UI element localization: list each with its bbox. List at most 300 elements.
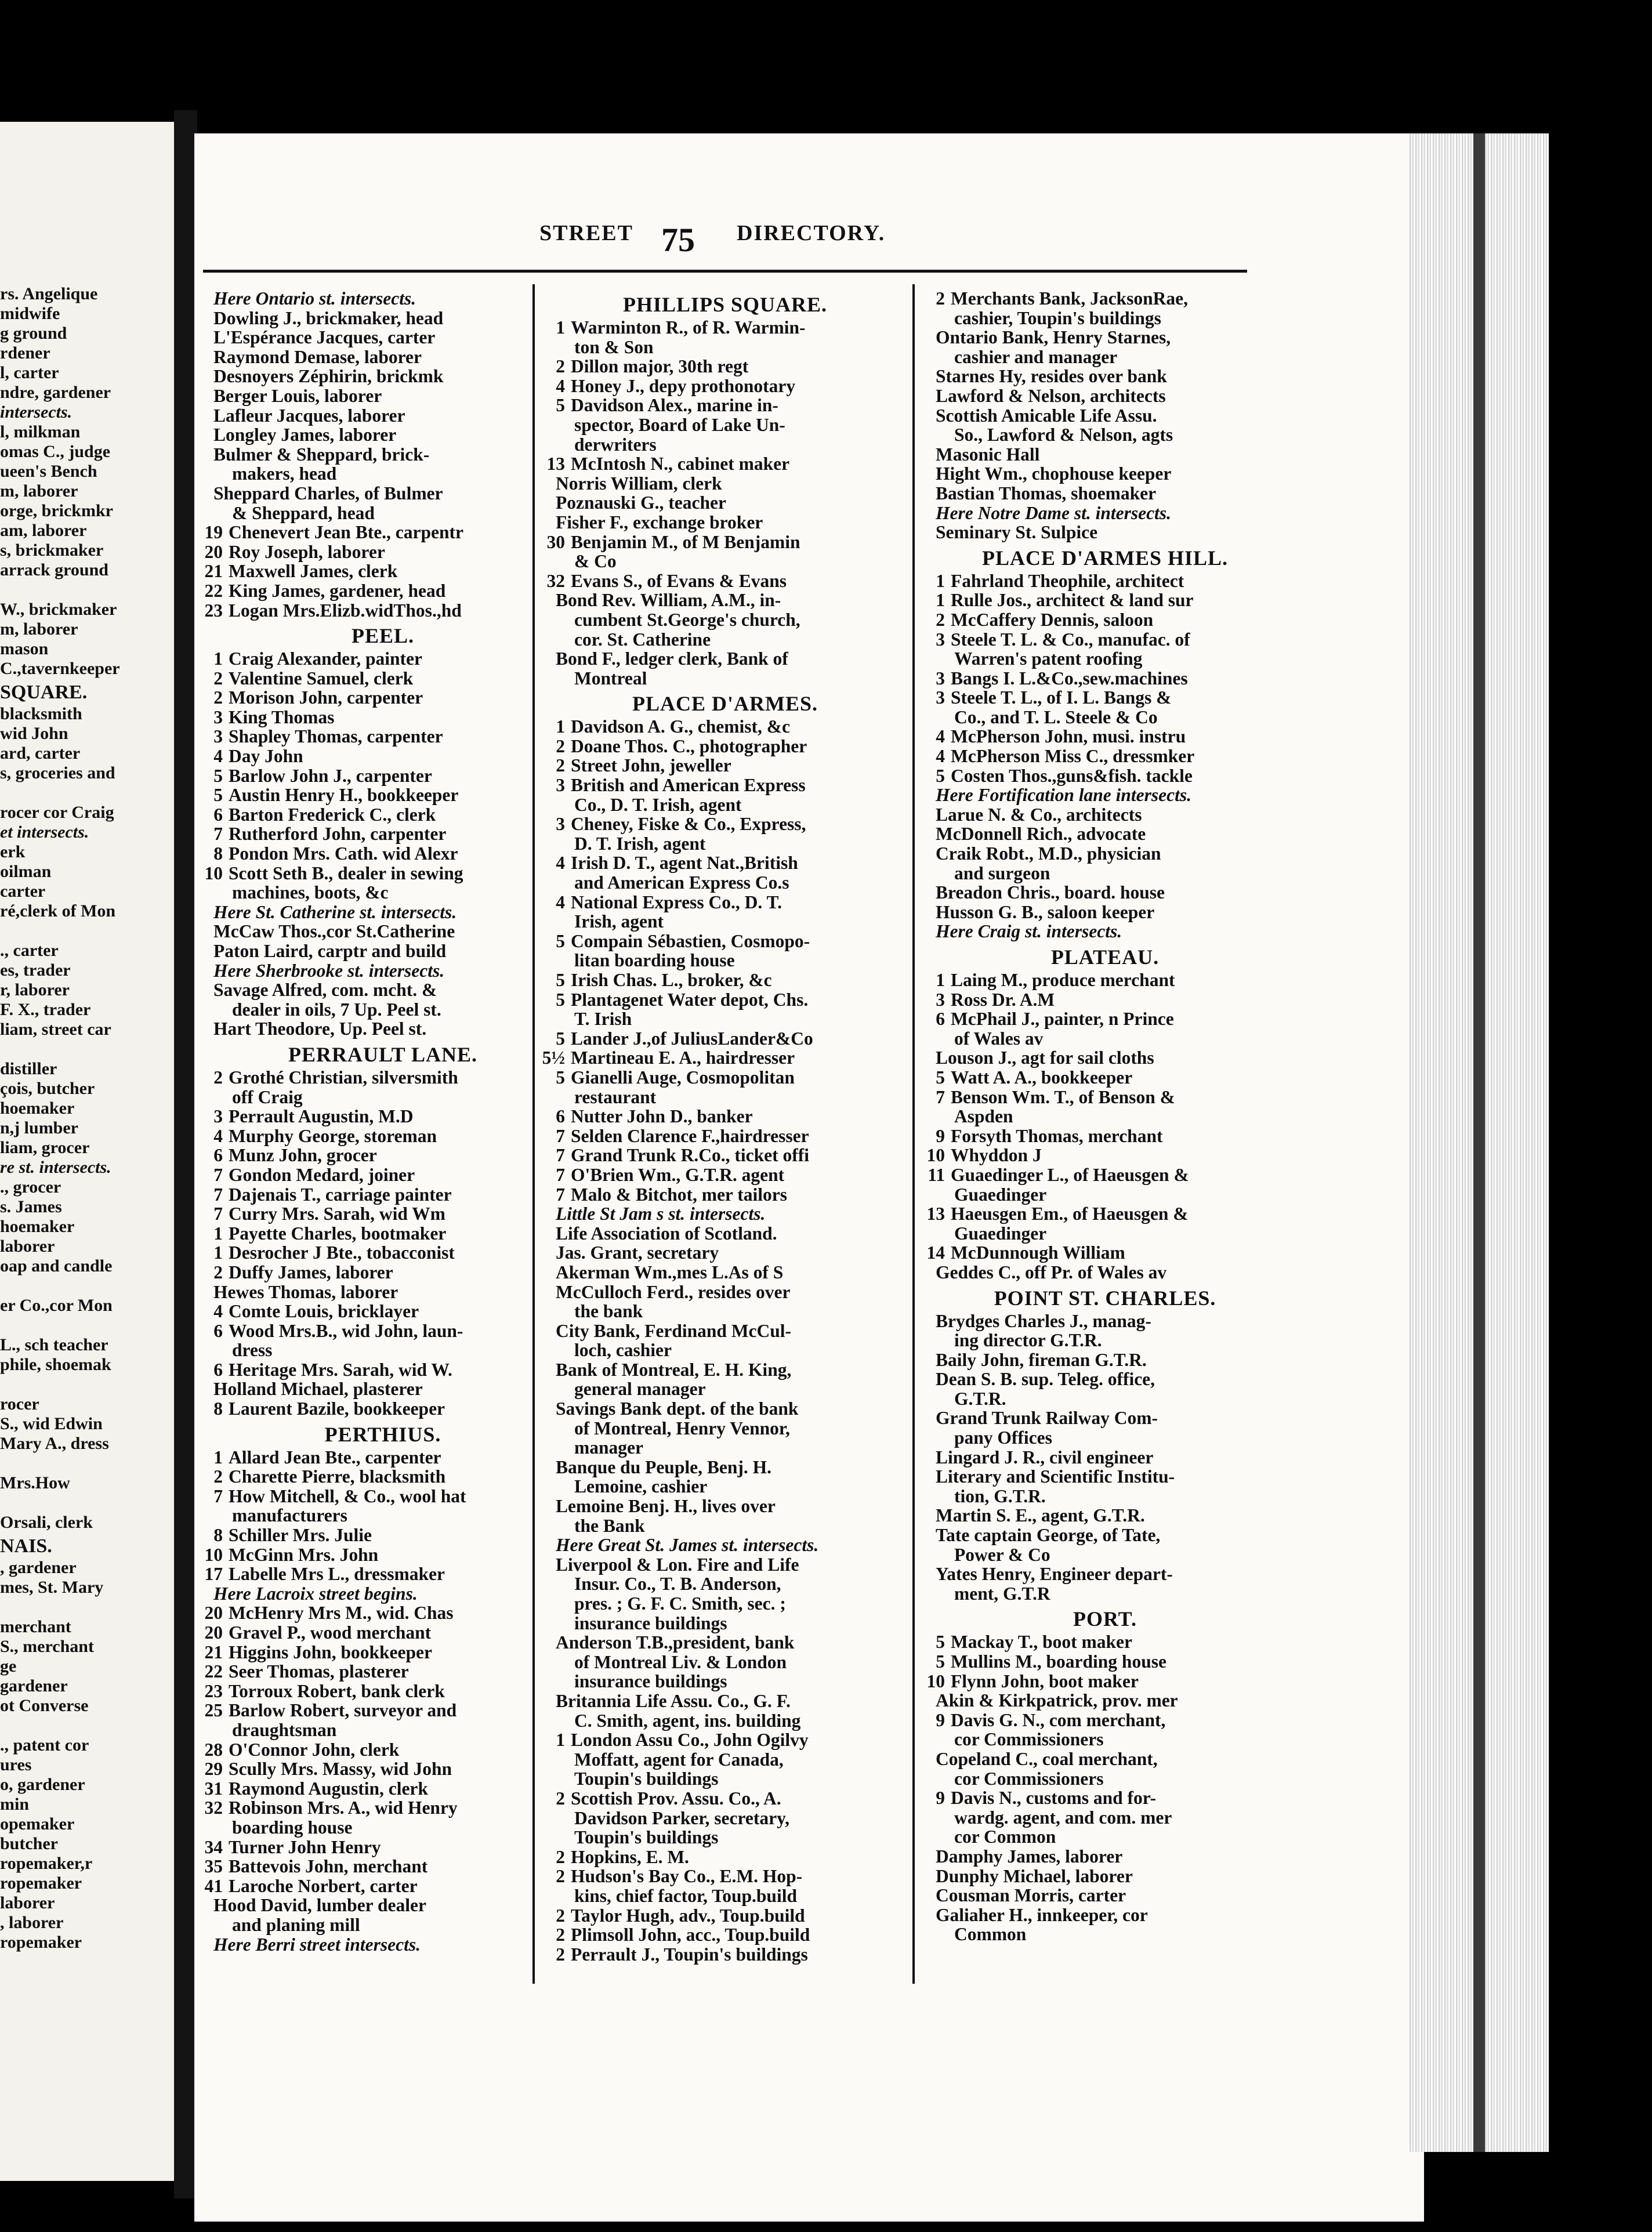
entry-text: Galiaher H., innkeeper, cor <box>936 1904 1148 1925</box>
entry-text: Schiller Mrs. Julie <box>229 1525 372 1546</box>
entry-text: Warren's patent roofing <box>954 648 1143 669</box>
house-number: 20 <box>204 1603 223 1624</box>
entry-text: McGinn Mrs. John <box>229 1544 379 1565</box>
directory-entry <box>539 1594 911 1614</box>
house-number: 9 <box>936 1125 945 1146</box>
left-entry: ge <box>0 1657 17 1676</box>
entry-text: Roy Joseph, laborer <box>229 541 385 562</box>
left-entry: liam, street car <box>0 1020 111 1039</box>
directory-entry <box>919 1769 1291 1789</box>
left-entry: midwife <box>0 304 60 323</box>
entry-text: Life Association of Scotland. <box>556 1223 777 1244</box>
directory-entry <box>197 1467 568 1487</box>
house-number: 3 <box>936 989 945 1010</box>
left-entry: intersects. <box>0 403 73 422</box>
house-number: 6 <box>213 1320 223 1341</box>
entry-text: and American Express Co.s <box>574 872 789 893</box>
intersection-note <box>919 503 1291 523</box>
left-entry: rocer <box>0 1394 39 1414</box>
entry-text: & Sheppard, head <box>232 502 375 523</box>
entry-text: Dajenais T., carriage painter <box>229 1184 452 1205</box>
entry-text: Bond Rev. William, A.M., in- <box>556 590 781 611</box>
entry-text: Craig Alexander, painter <box>229 648 422 669</box>
entry-text: cor Commissioners <box>954 1768 1104 1789</box>
directory-entry <box>539 1302 911 1321</box>
house-number: 7 <box>556 1145 565 1166</box>
directory-entry <box>919 903 1291 922</box>
entry-text: Gianelli Auge, Cosmopolitan <box>571 1067 795 1088</box>
directory-entry <box>539 1379 911 1399</box>
house-number: 4 <box>556 375 565 396</box>
left-entry: ré,clerk of Mon <box>0 901 116 921</box>
left-entry <box>0 580 191 600</box>
left-entry: g ground <box>0 324 67 343</box>
street-heading: PEEL. <box>351 624 415 648</box>
street-heading: POINT ST. CHARLES. <box>994 1286 1216 1310</box>
entry-text: Turner John Henry <box>229 1836 381 1857</box>
left-entry: ard, carter <box>0 744 81 763</box>
house-number: 3 <box>556 775 565 796</box>
entry-text: ton & Son <box>574 336 654 357</box>
directory-entry <box>539 1224 911 1244</box>
page-number: 75 <box>661 221 695 259</box>
left-entry: Mrs.How <box>0 1473 70 1492</box>
left-entry: butcher <box>0 1834 58 1853</box>
directory-entry <box>919 1224 1291 1244</box>
entry-text: Davidson Alex., marine in- <box>571 395 778 416</box>
directory-entry <box>539 814 911 834</box>
directory-entry <box>197 1701 568 1720</box>
directory-entry <box>197 1340 568 1360</box>
entry-text: pany Offices <box>954 1427 1052 1448</box>
left-entry: distiller <box>0 1059 57 1078</box>
directory-entry <box>919 1808 1291 1828</box>
entry-text: Munz John, grocer <box>229 1145 377 1166</box>
left-entry: ., carter <box>0 941 59 960</box>
left-entry: oilman <box>0 862 52 881</box>
entry-text: Irish Chas. L., broker, &c <box>571 970 772 990</box>
directory-entry <box>539 1107 911 1126</box>
entry-text: McCaffery Dennis, saloon <box>951 609 1154 630</box>
house-number: 30 <box>546 531 565 552</box>
house-number: 2 <box>556 356 565 377</box>
house-number: 1 <box>213 1447 223 1468</box>
house-number: 4 <box>213 1125 223 1146</box>
directory-entry <box>197 805 568 825</box>
entry-text: Benson Wm. T., of Benson & <box>951 1086 1175 1107</box>
directory-entry <box>539 396 911 415</box>
house-number: 2 <box>556 1905 565 1926</box>
directory-entry <box>197 1779 568 1799</box>
house-number: 6 <box>556 1106 565 1127</box>
house-number: 11 <box>928 1164 945 1185</box>
directory-entry <box>539 1789 911 1809</box>
directory-entry <box>197 688 568 708</box>
directory-entry <box>539 1691 911 1711</box>
left-page-fragment <box>0 122 191 2181</box>
entry-text: Here Fortification lane intersects. <box>936 785 1191 806</box>
directory-entry <box>197 1448 568 1468</box>
directory-entry <box>539 1029 911 1049</box>
house-number: 2 <box>556 1788 565 1809</box>
directory-entry <box>919 1389 1291 1409</box>
entry-text: Steele T. L. & Co., manufac. of <box>951 629 1190 650</box>
directory-entry <box>197 347 568 367</box>
directory-entry <box>197 328 568 347</box>
entry-text: cashier, Toupin's buildings <box>954 307 1161 328</box>
directory-entry <box>539 1477 911 1497</box>
left-entry: Orsali, clerk <box>0 1513 93 1532</box>
directory-entry <box>197 1759 568 1779</box>
house-number: 4 <box>556 853 565 874</box>
left-entry: mes, St. Mary <box>0 1578 104 1597</box>
entry-text: McDunnough William <box>951 1242 1125 1263</box>
house-number: 3 <box>213 1106 223 1127</box>
entry-text: Whyddon J <box>951 1145 1042 1166</box>
house-number: 19 <box>204 522 223 543</box>
left-entry: er Co.,cor Mon <box>0 1296 113 1315</box>
entry-text: Husson G. B., saloon keeper <box>936 901 1155 922</box>
entry-text: Nutter John D., banker <box>571 1106 753 1127</box>
entry-text: Sheppard Charles, of Bulmer <box>213 483 443 503</box>
directory-entry <box>539 493 911 513</box>
entry-text: Desrocher J Bte., tobacconist <box>229 1242 455 1263</box>
left-entry <box>0 1493 191 1513</box>
entry-text: and surgeon <box>954 863 1050 883</box>
directory-entry <box>919 1545 1291 1565</box>
left-heading: SQUARE. <box>0 682 88 703</box>
house-number: 7 <box>213 1204 223 1224</box>
entry-text: Akerman Wm.,mes L.As of S <box>556 1262 784 1282</box>
entry-text: National Express Co., D. T. <box>571 892 782 912</box>
directory-entry <box>539 1321 911 1341</box>
left-entry <box>0 1597 191 1617</box>
house-number: 9 <box>936 1788 945 1809</box>
entry-text: cor Commissioners <box>954 1729 1104 1750</box>
directory-entry <box>539 717 911 737</box>
directory-entry <box>919 1749 1291 1769</box>
left-entry: ropemaker,r <box>0 1854 93 1873</box>
house-number: 1 <box>213 1242 223 1263</box>
directory-entry <box>197 747 568 766</box>
entry-text: Allard Jean Bte., carpenter <box>229 1447 441 1468</box>
house-number: 21 <box>204 1642 223 1662</box>
directory-entry <box>197 309 568 328</box>
house-number: 13 <box>926 1204 945 1224</box>
entry-text: Lemoine, cashier <box>574 1476 708 1497</box>
street-heading: PLATEAU. <box>1050 945 1160 969</box>
directory-entry <box>919 1350 1291 1370</box>
directory-entry <box>197 649 568 669</box>
directory-entry <box>919 844 1291 864</box>
house-number: 1 <box>213 648 223 669</box>
house-number: 4 <box>936 726 945 747</box>
directory-entry <box>919 1263 1291 1282</box>
directory-entry <box>539 756 911 776</box>
entry-text: Scottish Amicable Life Assu. <box>936 405 1157 426</box>
entry-text: Shapley Thomas, carpenter <box>229 726 443 747</box>
directory-entry <box>539 669 911 689</box>
entry-text: Toupin's buildings <box>574 1769 719 1789</box>
entry-text: King Thomas <box>229 706 335 727</box>
directory-entry <box>197 1876 568 1896</box>
intersection-note <box>197 289 568 309</box>
directory-entry <box>539 1906 911 1926</box>
directory-entry <box>197 1487 568 1506</box>
street-heading: PERTHIUS. <box>324 1422 441 1446</box>
directory-entry <box>197 708 568 727</box>
directory-entry <box>919 1584 1291 1604</box>
left-entry <box>0 1039 191 1059</box>
entry-text: London Assu Co., John Ogilvy <box>571 1730 809 1751</box>
house-number: 3 <box>213 706 223 727</box>
entry-text: Payette Charles, bootmaker <box>229 1223 447 1244</box>
directory-entry <box>539 474 911 494</box>
left-entry <box>0 783 191 803</box>
entry-text: Davidson A. G., chemist, &c <box>571 716 790 737</box>
directory-entry <box>919 1691 1291 1711</box>
house-number: 5 <box>936 765 945 786</box>
entry-text: Valentine Samuel, clerk <box>229 668 414 689</box>
left-entry: ., grocer <box>0 1177 61 1197</box>
directory-entry <box>197 1379 568 1399</box>
left-entry: re st. intersects. <box>0 1158 111 1177</box>
left-entry: rs. Angelique <box>0 284 98 303</box>
directory-entry <box>197 1838 568 1857</box>
entry-text: Literary and Scientific Institu- <box>936 1466 1175 1487</box>
entry-text: Hood David, lumber dealer <box>213 1895 426 1916</box>
house-number: 20 <box>204 541 223 562</box>
entry-text: Seer Thomas, plasterer <box>229 1661 409 1682</box>
entry-text: Perrault Augustin, M.D <box>229 1106 414 1127</box>
directory-entry <box>919 1730 1291 1749</box>
directory-entry <box>539 435 911 455</box>
entry-text: Paton Laird, carptr and build <box>213 941 447 961</box>
directory-entry <box>197 1603 568 1623</box>
house-number: 7 <box>936 1086 945 1107</box>
entry-text: D. T. Irish, agent <box>574 833 706 854</box>
directory-entry <box>197 601 568 621</box>
directory-entry <box>539 1146 911 1165</box>
house-number: 1 <box>556 716 565 737</box>
directory-entry <box>539 338 911 357</box>
entry-text: Wood Mrs.B., wid John, laun- <box>229 1320 463 1341</box>
entry-text: McCaw Thos.,cor St.Catherine <box>213 921 455 942</box>
left-entry: S., merchant <box>0 1637 94 1656</box>
directory-entry <box>539 873 911 893</box>
intersection-note <box>197 1584 568 1604</box>
entry-text: Heritage Mrs. Sarah, wid W. <box>229 1359 452 1380</box>
house-number: 29 <box>204 1759 223 1780</box>
left-entry: arrack ground <box>0 560 108 579</box>
left-entry: hoemaker <box>0 1099 75 1118</box>
left-entry: orge, brickmkr <box>0 501 113 520</box>
house-number: 9 <box>936 1709 945 1730</box>
street-heading: PHILLIPS SQUARE. <box>622 293 828 316</box>
left-entry: m, laborer <box>0 619 78 639</box>
entry-text: C. Smith, agent, ins. building <box>574 1710 801 1731</box>
directory-entry <box>539 1165 911 1185</box>
entry-text: Plimsoll John, acc., Toup.build <box>571 1925 810 1945</box>
entry-text: of Montreal, Henry Vennor, <box>574 1418 790 1439</box>
entry-text: Savings Bank dept. of the bank <box>556 1398 799 1419</box>
entry-text: Fahrland Theophile, architect <box>951 570 1184 591</box>
entry-text: Davidson Parker, secretary, <box>574 1807 789 1828</box>
entry-text: Bangs I. L.&Co.,sew.machines <box>951 668 1188 689</box>
entry-text: Hight Wm., chophouse keeper <box>936 463 1172 484</box>
entry-text: kins, chief factor, Toup.build <box>574 1885 797 1906</box>
directory-entry <box>919 1632 1291 1652</box>
left-entry: ures <box>0 1755 32 1774</box>
entry-text: Raymond Augustin, clerk <box>229 1778 428 1799</box>
entry-text: cor Common <box>954 1827 1056 1847</box>
entry-text: Barton Frederick C., clerk <box>229 804 436 825</box>
entry-text: Bastian Thomas, shoemaker <box>936 483 1157 503</box>
entry-text: Lingard J. R., civil engineer <box>936 1447 1154 1468</box>
directory-entry <box>919 1487 1291 1506</box>
header-left: STREET <box>539 221 633 245</box>
directory-entry <box>539 376 911 396</box>
entry-text: Longley James, laborer <box>213 425 397 445</box>
left-entry: r, laborer <box>0 980 70 999</box>
house-number: 4 <box>556 892 565 912</box>
left-entry: ropemaker <box>0 1933 82 1952</box>
entry-text: Davis N., customs and for- <box>951 1788 1157 1809</box>
directory-entry <box>197 1282 568 1302</box>
directory-entry <box>919 766 1291 786</box>
entry-text: Evans S., of Evans & Evans <box>571 570 787 591</box>
left-entry <box>0 1375 191 1394</box>
entry-text: British and American Express <box>571 775 806 796</box>
directory-entry <box>197 1185 568 1205</box>
intersection-note <box>919 922 1291 941</box>
directory-entry <box>197 1019 568 1039</box>
directory-entry <box>539 1847 911 1867</box>
entry-text: Hudson's Bay Co., E.M. Hop- <box>571 1866 803 1887</box>
entry-text: Labelle Mrs L., dressmaker <box>229 1564 445 1585</box>
directory-entry <box>197 1857 568 1876</box>
entry-text: Grand Trunk Railway Com- <box>936 1408 1158 1429</box>
left-entry: laborer <box>0 1893 55 1912</box>
directory-entry <box>197 406 568 426</box>
house-number: 14 <box>926 1242 945 1263</box>
house-number: 22 <box>204 580 223 601</box>
entry-text: Street John, jeweller <box>571 755 731 776</box>
entry-text: machines, boots, &c <box>232 882 389 903</box>
entry-text: Raymond Demase, laborer <box>213 346 422 367</box>
entry-text: dress <box>232 1340 273 1361</box>
entry-text: Craik Robt., M.D., physician <box>936 843 1161 864</box>
directory-entry <box>539 1243 911 1263</box>
directory-entry <box>197 941 568 961</box>
directory-entry <box>197 445 568 465</box>
entry-text: Curry Mrs. Sarah, wid Wm <box>229 1204 445 1224</box>
entry-text: Akin & Kirkpatrick, prov. mer <box>936 1690 1178 1711</box>
entry-text: Torroux Robert, bank clerk <box>229 1680 445 1701</box>
house-number: 8 <box>213 1398 223 1419</box>
directory-entry <box>197 367 568 386</box>
directory-entry <box>919 1428 1291 1448</box>
directory-entry <box>919 1331 1291 1350</box>
left-entry: blacksmith <box>0 704 82 723</box>
directory-entry <box>919 864 1291 883</box>
house-number: 5½ <box>542 1048 565 1068</box>
entry-text: Copeland C., coal merchant, <box>936 1748 1158 1769</box>
directory-entry <box>539 1497 911 1516</box>
entry-text: Scott Seth B., dealer in sewing <box>229 863 463 883</box>
directory-entry <box>919 1564 1291 1584</box>
directory-entry <box>197 561 568 581</box>
directory-entry <box>919 805 1291 825</box>
house-number: 1 <box>556 1730 565 1751</box>
directory-entry <box>919 1369 1291 1389</box>
house-number: 3 <box>213 726 223 747</box>
entry-text: Perrault J., Toupin's buildings <box>571 1944 808 1965</box>
entry-text: Malo & Bitchot, mer tailors <box>571 1184 787 1205</box>
street-heading: PERRAULT LANE. <box>288 1042 478 1066</box>
directory-entry <box>539 1399 911 1419</box>
house-number: 17 <box>204 1564 223 1585</box>
entry-text: off Craig <box>232 1086 303 1107</box>
entry-text: Bond F., ledger clerk, Bank of <box>556 648 788 669</box>
left-entry: o, gardener <box>0 1775 85 1794</box>
directory-entry <box>197 727 568 747</box>
entry-text: Benjamin M., of M Benjamin <box>571 531 800 552</box>
entry-text: Yates Henry, Engineer depart- <box>936 1564 1173 1585</box>
house-number: 13 <box>546 454 565 474</box>
house-number: 3 <box>936 668 945 689</box>
directory-entry <box>197 503 568 523</box>
directory-entry <box>539 1438 911 1458</box>
left-entry: am, laborer <box>0 521 87 540</box>
entry-text: draughtsman <box>232 1719 337 1740</box>
entry-text: Steele T. L., of I. L. Bangs & <box>951 687 1172 708</box>
entry-text: Plantagenet Water depot, Chs. <box>571 989 809 1010</box>
directory-entry <box>197 980 568 1000</box>
directory-entry <box>197 1526 568 1545</box>
directory-entry <box>539 1574 911 1594</box>
left-entry: rocer cor Craig <box>0 803 114 822</box>
entry-text: cashier and manager <box>954 346 1118 367</box>
left-entry: carter <box>0 882 46 901</box>
house-number: 8 <box>213 843 223 864</box>
entry-text: wardg. agent, and com. mer <box>954 1807 1172 1828</box>
entry-text: Chenevert Jean Bte., carpentr <box>229 522 464 543</box>
directory-entry <box>539 1360 911 1380</box>
house-number: 32 <box>546 570 565 591</box>
entry-text: Brydges Charles J., manag- <box>936 1310 1151 1331</box>
house-number: 2 <box>213 1262 223 1282</box>
directory-entry <box>919 1652 1291 1672</box>
house-number: 32 <box>204 1798 223 1818</box>
column-3 <box>919 289 1291 1944</box>
left-entry: es, trader <box>0 961 71 980</box>
directory-entry <box>539 318 911 338</box>
entry-text: T. Irish <box>574 1009 632 1030</box>
directory-entry <box>919 688 1291 708</box>
directory-entry <box>539 990 911 1010</box>
entry-text: Laroche Norbert, carter <box>229 1875 418 1896</box>
entry-text: Merchants Bank, JacksonRae, <box>951 288 1188 309</box>
entry-text: Mackay T., boot maker <box>951 1632 1132 1653</box>
directory-entry <box>539 415 911 435</box>
left-entry: min <box>0 1795 30 1814</box>
directory-entry <box>919 406 1291 426</box>
directory-entry <box>197 1360 568 1380</box>
entry-text: Lander J.,of JuliusLander&Co <box>571 1028 813 1049</box>
left-entry: F. X., trader <box>0 1000 91 1019</box>
entry-text: Insur. Co., T. B. Anderson, <box>574 1574 781 1595</box>
